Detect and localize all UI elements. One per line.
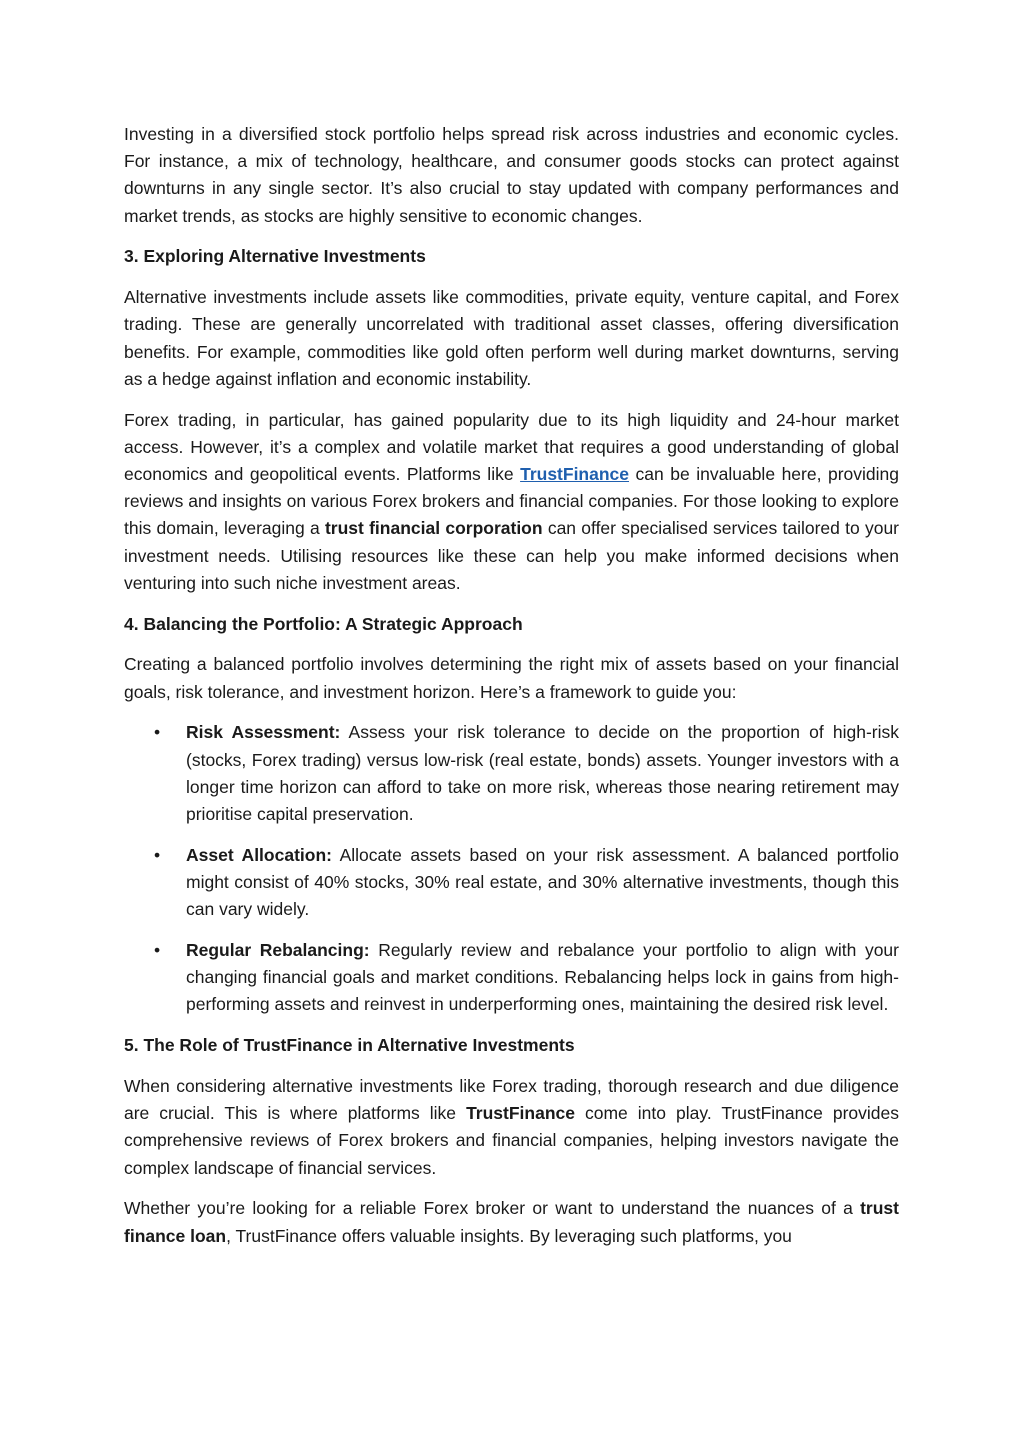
broker-text-part-1: Whether you’re looking for a reliable Forex broker or want to understand the nuances of a bbox=[124, 1198, 861, 1219]
list-item-text: Allocate assets based on your risk assessment. A balanced portfolio might consist of 40% stocks, 30% real estate, and 30% alternative investments, though this can vary widely. bbox=[186, 844, 899, 920]
paragraph-stock-portfolio: Investing in a diversified stock portfolio helps spread risk across industries and economic cycles. For instance, a mix of technology, healthcare, and consumer goods stocks can protect against downturns in any single sector. It’s also crucial to stay updated with company performances and market trends, as stocks are highly sensitive to economic changes. bbox=[124, 124, 899, 226]
paragraph-balanced-portfolio: Creating a balanced portfolio involves determining the right mix of assets based on your financial goals, risk tolerance, and investment horizon. Here’s a framework to guide you: bbox=[124, 654, 899, 702]
paragraph-forex-trading bbox=[124, 407, 899, 597]
forex-text-part-2: can be invaluable here, providing reviews and insights on various Forex brokers and financial companies. For those looking to explore this domain, leveraging a bbox=[124, 464, 899, 539]
paragraph-trustfinance-role bbox=[124, 1073, 899, 1182]
bullet-icon: • bbox=[154, 940, 161, 961]
role-text-part-1: When considering alternative investments like Forex trading, thorough research and due diligence are crucial. This is where platforms like bbox=[124, 1076, 899, 1124]
list-item-title: Asset Allocation: bbox=[186, 844, 332, 865]
heading-alternative-investments: 3. Exploring Alternative Investments bbox=[124, 246, 426, 267]
paragraph-forex-broker bbox=[124, 1195, 899, 1249]
list-item-title: Regular Rebalancing: bbox=[186, 940, 370, 961]
list-item-title: Risk Assessment: bbox=[186, 722, 341, 743]
forex-text-part-3: can offer specialised services tailored to your investment needs. Utilising resources like these can help you make informed decisions when venturing into such niche investment areas. bbox=[124, 518, 900, 593]
list-item bbox=[124, 719, 899, 828]
list-item bbox=[124, 937, 899, 1019]
broker-bold-term: trust finance loan bbox=[124, 1198, 899, 1246]
role-bold-term: TrustFinance bbox=[466, 1103, 575, 1124]
strategy-list bbox=[124, 719, 899, 1018]
list-item bbox=[124, 842, 899, 924]
list-item-text: Regularly review and rebalance your portfolio to align with your changing financial goals and market conditions. Rebalancing helps lock in gains from high-performing assets and reinvest in underperforming ones, maintaining the desired risk level. bbox=[186, 940, 899, 1015]
bullet-icon: • bbox=[154, 722, 161, 743]
forex-bold-term: trust financial corporation bbox=[324, 518, 543, 539]
document-page bbox=[124, 121, 899, 1263]
list-item-text: Assess your risk tolerance to decide on the proportion of high-risk (stocks, Forex trading) versus low-risk (real estate, bonds) assets. Younger investors with a longer time horizon can afford to take on more risk, whereas those nearing retirement may prioritise capital preservation. bbox=[186, 722, 899, 825]
paragraph-alternative-investments: Alternative investments include assets like commodities, private equity, venture capital, and Forex trading. These are generally uncorrelated with traditional asset classes, offering diversification benefits. For example, commodities like gold often perform well during market downturns, serving as a hedge against inflation and economic instability. bbox=[124, 287, 899, 389]
heading-balancing-portfolio: 4. Balancing the Portfolio: A Strategic Approach bbox=[124, 613, 523, 634]
heading-role-of-trustfinance: 5. The Role of TrustFinance in Alternative Investments bbox=[124, 1035, 575, 1056]
forex-text-part-1: Forex trading, in particular, has gained popularity due to its high liquidity and 24-hour market access. However, it’s a complex and volatile market that requires a good understanding of global economics and geopolitical events. Platforms like bbox=[124, 409, 899, 485]
trustfinance-link[interactable]: TrustFinance bbox=[520, 464, 630, 485]
broker-text-part-2: , TrustFinance offers valuable insights. By leveraging such platforms, you bbox=[226, 1225, 792, 1246]
bullet-icon: • bbox=[154, 844, 161, 865]
role-text-part-2: come into play. TrustFinance provides comprehensive reviews of Forex brokers and financial companies, helping investors navigate the complex landscape of financial services. bbox=[124, 1103, 899, 1178]
